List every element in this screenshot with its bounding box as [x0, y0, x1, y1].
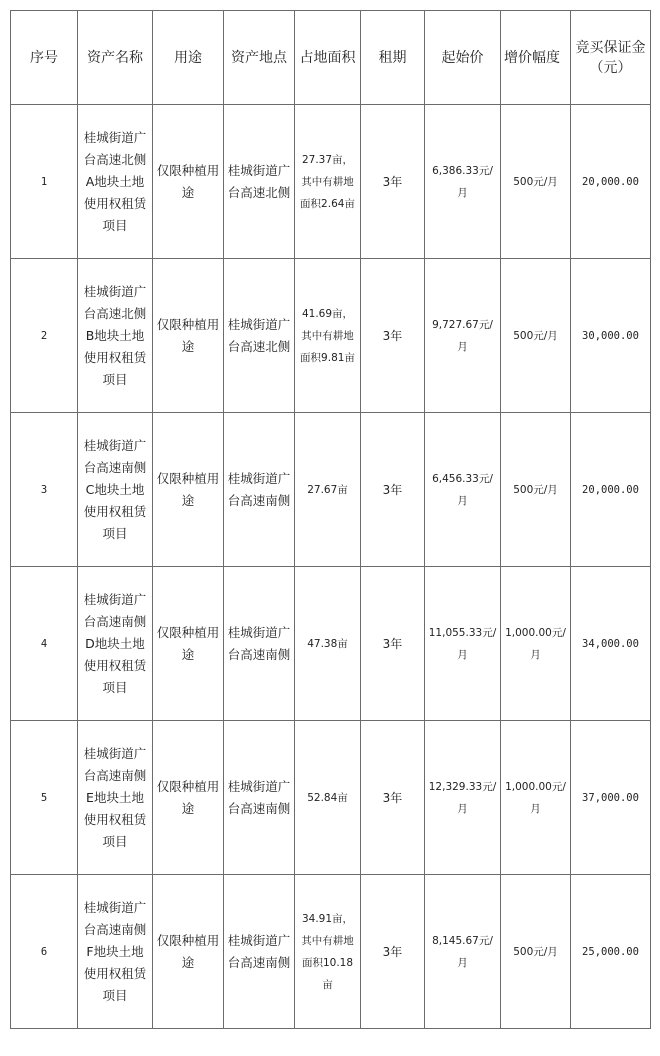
cell-increment: 500元/月 — [501, 875, 571, 1029]
table-row — [11, 567, 651, 721]
cell-name: 桂城街道广台高速南侧D地块土地使用权租赁项目 — [78, 567, 153, 721]
cell-name: 桂城街道广台高速北侧A地块土地使用权租赁项目 — [78, 105, 153, 259]
header-seq: 序号 — [11, 11, 78, 105]
cell-start-price: 6,456.33元/月 — [425, 413, 501, 567]
cell-term: 3年 — [361, 721, 425, 875]
cell-use: 仅限种植用途 — [153, 721, 224, 875]
cell-seq: 3 — [11, 413, 78, 567]
cell-term: 3年 — [361, 875, 425, 1029]
cell-start-price: 12,329.33元/月 — [425, 721, 501, 875]
cell-use: 仅限种植用途 — [153, 413, 224, 567]
table-row — [11, 721, 651, 875]
header-row — [11, 11, 651, 105]
cell-seq: 1 — [11, 105, 78, 259]
cell-term: 3年 — [361, 413, 425, 567]
cell-increment: 1,000.00元/月 — [501, 721, 571, 875]
cell-deposit: 34,000.00 — [571, 567, 651, 721]
header-location: 资产地点 — [224, 11, 295, 105]
cell-start-price: 8,145.67元/月 — [425, 875, 501, 1029]
cell-location: 桂城街道广台高速南侧 — [224, 875, 295, 1029]
cell-location: 桂城街道广台高速南侧 — [224, 413, 295, 567]
cell-deposit: 37,000.00 — [571, 721, 651, 875]
cell-location: 桂城街道广台高速南侧 — [224, 721, 295, 875]
cell-deposit: 25,000.00 — [571, 875, 651, 1029]
header-term: 租期 — [361, 11, 425, 105]
cell-name: 桂城街道广台高速南侧C地块土地使用权租赁项目 — [78, 413, 153, 567]
asset-lease-table — [10, 10, 651, 1029]
table-row — [11, 259, 651, 413]
cell-name: 桂城街道广台高速北侧B地块土地使用权租赁项目 — [78, 259, 153, 413]
cell-increment: 500元/月 — [501, 259, 571, 413]
cell-location: 桂城街道广台高速北侧 — [224, 105, 295, 259]
header-name: 资产名称 — [78, 11, 153, 105]
table-row — [11, 105, 651, 259]
cell-area: 34.91亩，其中有耕地面积10.18亩 — [295, 875, 361, 1029]
cell-use: 仅限种植用途 — [153, 105, 224, 259]
cell-term: 3年 — [361, 567, 425, 721]
table-row — [11, 875, 651, 1029]
cell-area: 47.38亩 — [295, 567, 361, 721]
cell-start-price: 6,386.33元/月 — [425, 105, 501, 259]
header-use: 用途 — [153, 11, 224, 105]
header-increment: 增价幅度 — [501, 11, 571, 105]
cell-deposit: 20,000.00 — [571, 105, 651, 259]
header-deposit: 竞买保证金（元） — [571, 11, 651, 105]
cell-increment: 500元/月 — [501, 105, 571, 259]
table-row — [11, 413, 651, 567]
cell-deposit: 30,000.00 — [571, 259, 651, 413]
cell-seq: 2 — [11, 259, 78, 413]
cell-area: 41.69亩，其中有耕地面积9.81亩 — [295, 259, 361, 413]
header-start-price: 起始价 — [425, 11, 501, 105]
cell-increment: 1,000.00元/月 — [501, 567, 571, 721]
cell-area: 27.67亩 — [295, 413, 361, 567]
cell-deposit: 20,000.00 — [571, 413, 651, 567]
cell-seq: 5 — [11, 721, 78, 875]
cell-use: 仅限种植用途 — [153, 875, 224, 1029]
cell-seq: 4 — [11, 567, 78, 721]
cell-start-price: 9,727.67元/月 — [425, 259, 501, 413]
cell-name: 桂城街道广台高速南侧E地块土地使用权租赁项目 — [78, 721, 153, 875]
header-area: 占地面积 — [295, 11, 361, 105]
cell-location: 桂城街道广台高速北侧 — [224, 259, 295, 413]
cell-term: 3年 — [361, 259, 425, 413]
cell-use: 仅限种植用途 — [153, 259, 224, 413]
cell-use: 仅限种植用途 — [153, 567, 224, 721]
cell-increment: 500元/月 — [501, 413, 571, 567]
cell-term: 3年 — [361, 105, 425, 259]
cell-start-price: 11,055.33元/月 — [425, 567, 501, 721]
cell-seq: 6 — [11, 875, 78, 1029]
cell-area: 27.37亩，其中有耕地面积2.64亩 — [295, 105, 361, 259]
cell-name: 桂城街道广台高速南侧F地块土地使用权租赁项目 — [78, 875, 153, 1029]
cell-location: 桂城街道广台高速南侧 — [224, 567, 295, 721]
cell-area: 52.84亩 — [295, 721, 361, 875]
